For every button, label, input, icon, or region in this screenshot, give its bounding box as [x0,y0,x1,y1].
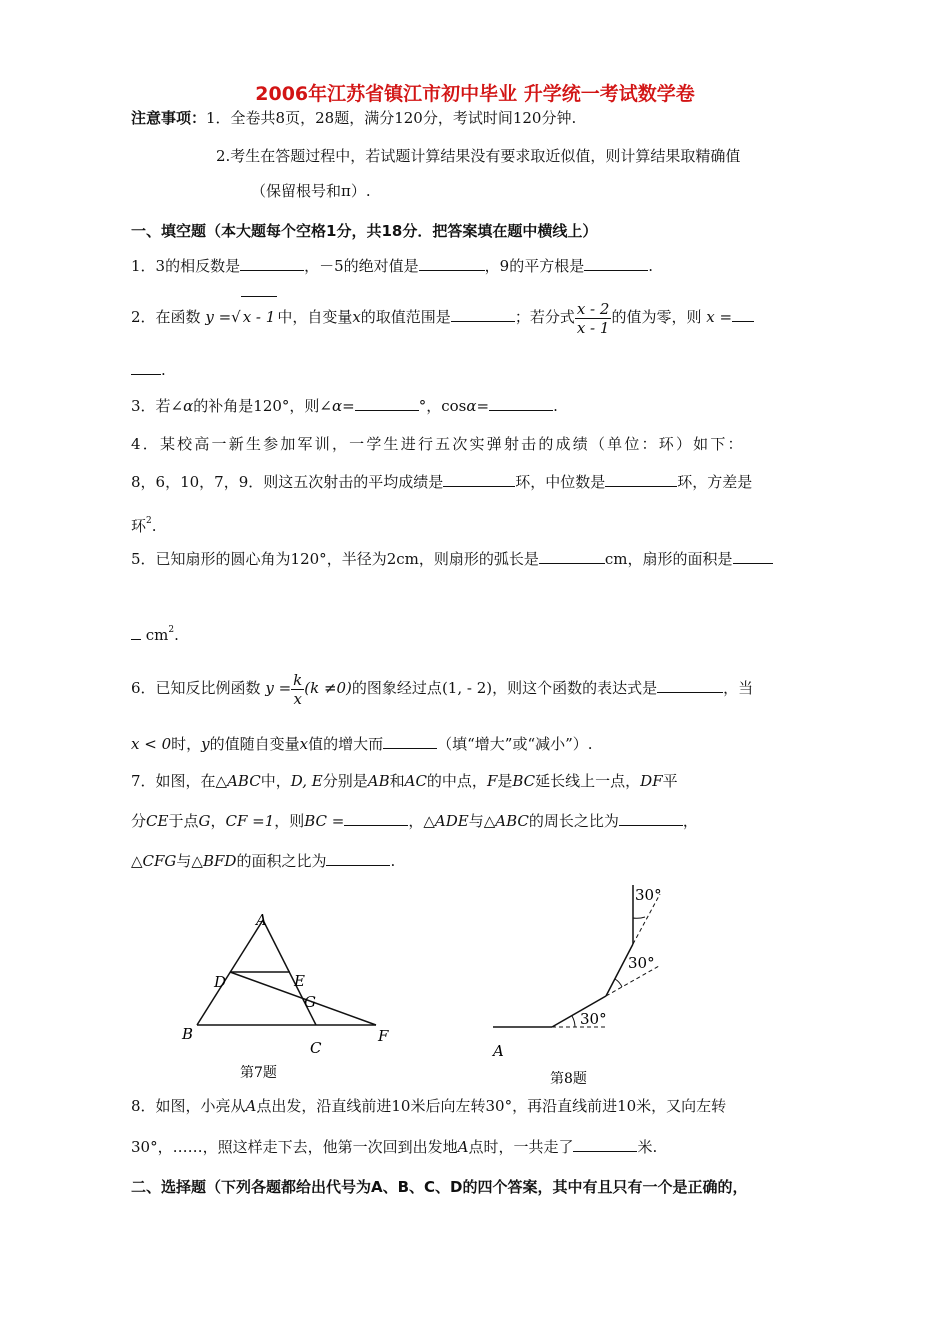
answer-blank[interactable] [383,734,437,749]
page-title: 2006年江苏省镇江市初中毕业 升学统一考试数学卷 [255,83,695,105]
q7-text-h: 平 [662,772,678,790]
q7-abc: ABC [227,772,261,790]
q6-text-c: ，则这个函数的表达式是 [492,679,658,697]
answer-blank[interactable] [326,851,390,866]
q2-text-e: 的值为零，则 [611,308,702,326]
figure-8-caption: 第8题 [550,1071,587,1087]
q1-text-b: ， [304,257,320,275]
q7-ab: AB [367,772,390,790]
q7-g: G [198,812,211,830]
q7-de: D, E [290,772,323,790]
q7-text-o: 的周长之比为 [528,812,619,830]
q2-frac-num: x - 2 [576,299,610,318]
question-4-line-1: 4．某校高一新生参加军训，一学生进行五次实弹射击的成绩（单位：环）如下： [131,435,745,453]
answer-blank[interactable] [344,811,408,826]
q3-text-g: . [553,397,558,415]
q3-text-a: 3．若∠ [131,397,184,415]
q8-text-f: 米. [637,1138,658,1156]
q7-bc-eq: BC = [304,812,345,830]
label-d: D [214,973,227,991]
label-b: B [182,1025,194,1043]
answer-blank[interactable] [733,549,773,564]
q8-text-c: ，再沿直线前进10米，又向左转 [512,1097,727,1115]
answer-blank[interactable] [732,307,754,322]
angle-arc-3 [633,917,645,918]
q4-text-a: 8，6，10，7，9．则这五次射击的平均成绩是 [131,473,444,491]
question-2 [131,296,754,337]
q2-text-f: . [161,361,166,379]
q7-df: DF [640,772,663,790]
alpha: α [332,397,343,415]
q7-text-j: 于点 [168,812,199,830]
q7-text-g: 延长线上一点， [535,772,641,790]
q2-text-b: 中，自变量 [277,308,353,326]
q2-sqrt-arg: x - 1 [241,296,278,337]
q6-text-d: ，当 [723,679,754,697]
q2-y-eq: y = [205,308,232,326]
answer-blank[interactable] [605,472,677,487]
answer-blank[interactable] [573,1137,637,1152]
q8-text-a: 8．如图，小亮从 [131,1097,246,1115]
q7-text-l: ，则 [274,812,305,830]
answer-blank[interactable] [584,256,648,271]
q2-text-c: 的取值范围是 [360,308,451,326]
q6-x: x [299,735,309,753]
answer-blank[interactable] [451,307,515,322]
question-1 [131,256,653,276]
angle-label-1: 30° [580,1010,607,1028]
question-8-line-2 [131,1137,657,1157]
alpha: α [183,397,194,415]
q5-unit-sup: 2 [168,625,175,635]
q1-text-c: －5 [319,257,344,275]
q6-frac-den: x [293,689,302,708]
q4-text-c: 环，方差是 [677,473,753,491]
notice [131,108,576,128]
notice-label: 注意事项： [131,109,207,127]
question-4-line-3 [131,511,157,536]
q8-point: A [245,1097,257,1115]
question-5 [131,549,773,569]
q5-text-a: 5．已知扇形的圆心角为 [131,550,291,568]
angle-label-2: 30° [628,954,655,972]
q1-text-f: . [648,257,653,275]
q7-text-f: 是 [497,772,513,790]
label-a: A [493,1042,504,1060]
answer-blank[interactable] [489,396,553,411]
section-2-heading: 二、选择题（下列各题都给出代号为A、B、C、D的四个答案，其中有且只有一个是正确的， [131,1178,748,1196]
question-7-line-2 [131,811,698,831]
q3-text-f: = [476,397,490,415]
sqrt-sign: √ [231,308,241,326]
answer-blank[interactable] [539,549,605,564]
q8-text-e: 点时，一共走了 [468,1138,574,1156]
q7-cf: CF =1 [225,812,275,830]
answer-blank[interactable] [240,256,304,271]
q3-deg: 120° [253,397,290,415]
q7-bfd: BFD [202,852,237,870]
question-3 [131,396,558,416]
q7-text-t: . [390,852,396,870]
q2-frac-den: x - 1 [576,318,610,337]
label-a: A [256,911,267,929]
q7-ce: CE [146,812,169,830]
notice-item-2b: （保留根号和π）. [251,182,371,200]
answer-blank[interactable] [443,472,515,487]
q1-text-d: 的绝对值是 [343,257,419,275]
question-5-cont [131,620,179,645]
alpha: α [466,397,477,415]
q5-deg: 120° [290,550,327,568]
q7-text-q: △ [131,852,143,870]
q6-text-j: 值的增大而 [308,735,384,753]
q2-fraction [575,300,612,337]
q7-text-d: 和 [389,772,405,790]
q7-text-i: 分 [131,812,147,830]
q6-text-a: 6．已知反比例函数 [131,679,261,697]
q5-text-c: cm，扇形的面积是 [604,550,733,568]
label-c: C [310,1039,322,1057]
q7-text-a: 7．如图，在△ [131,772,228,790]
answer-blank[interactable] [419,256,485,271]
question-2-cont [131,360,166,380]
q7-f: F [486,772,498,790]
q7-text-m: ，△ [408,812,435,830]
q4-text-d: 环 [131,517,147,535]
q7-text-n: 与△ [468,812,496,830]
q1-text-e: ，9的平方根是 [484,257,585,275]
question-8-line-1 [131,1096,726,1116]
section-1-heading: 一、填空题（本大题每个空格1分，共18分．把答案填在题中横线上） [131,222,598,240]
q7-text-b: 中， [260,772,291,790]
answer-blank[interactable] [131,360,161,375]
q5-text-d: . [174,626,179,644]
q5-unit: cm [145,626,169,644]
q8-text-d: ，……，照这样走下去，他第一次回到出发地 [157,1138,458,1156]
q2-x: x [352,308,361,326]
q7-bc: BC [512,772,536,790]
q3-text-e: °，cos [418,397,467,415]
q8-point-2: A [457,1138,469,1156]
q7-text-k: ， [210,812,226,830]
angle-label-3: 30° [635,886,662,904]
answer-blank[interactable] [657,678,723,693]
q6-y: y [201,735,210,753]
angle-arc-2 [615,979,622,987]
question-7-line-3 [131,851,395,871]
q3-text-c: ，则∠ [289,397,332,415]
q5-text-b: ，半径为2cm，则扇形的弧长是 [326,550,539,568]
question-6-cont [131,734,593,754]
q2-text-a: 2．在函数 [131,308,201,326]
q7-text-s: 的面积之比为 [236,852,327,870]
figure-7-caption: 第7题 [240,1065,277,1081]
q6-point: (1, - 2) [441,679,493,697]
label-g: G [304,993,316,1011]
label-e: E [294,972,305,990]
q3-text-b: 的补角是 [193,397,254,415]
q7-text-c: 分别是 [322,772,368,790]
answer-blank[interactable] [619,811,683,826]
question-7-line-1 [131,771,678,791]
q1-text-a: 1．3的相反数是 [131,257,241,275]
q4-superscript: 2 [146,516,152,526]
q7-text-e: 的中点， [426,772,487,790]
q3-text-d: = [342,397,355,415]
q2-x-eq: x = [706,308,733,326]
angle-arc-1 [572,1016,575,1027]
figure-7 [170,905,410,1085]
q6-frac-num: k [293,670,303,689]
q6-text-k: （填“增大”或“减小”）. [437,735,593,753]
q6-condition: (k ≠0) [304,679,352,697]
answer-blank[interactable] [131,625,141,640]
answer-blank[interactable] [355,396,419,411]
q8-deg: 30° [485,1097,513,1115]
figure-8 [485,880,705,1090]
q4-text-b: 环，中位数是 [515,473,606,491]
q7-abc2: ABC [495,812,529,830]
q2-text-d: ；若分式 [514,308,575,326]
notice-item-1: 1．全卷共8页，28题，满分120分，考试时间120分钟. [206,109,577,127]
q7-ade: ADE [434,812,469,830]
q7-cfg: CFG [142,852,177,870]
q6-text-f: 时， [171,735,202,753]
q8-deg-2: 30° [131,1138,158,1156]
q6-fraction [291,671,304,708]
q8-text-b: 点出发，沿直线前进10米后向左转 [256,1097,486,1115]
q4-text-e: . [151,517,157,535]
q6-text-h: 的值随自变量 [209,735,300,753]
q6-text-b: 的图象经过点 [351,679,442,697]
q7-text-p: ， [682,812,698,830]
question-6 [131,668,753,708]
q7-ac: AC [404,772,427,790]
label-f: F [378,1027,389,1045]
notice-item-2: 2.考生在答题过程中，若试题计算结果没有要求取近似值，则计算结果取精确值 [216,147,741,165]
question-4-line-2 [131,472,752,492]
q7-text-r: 与△ [176,852,203,870]
q6-x-cond: x < 0 [131,735,172,753]
q6-y-eq: y = [265,679,292,697]
